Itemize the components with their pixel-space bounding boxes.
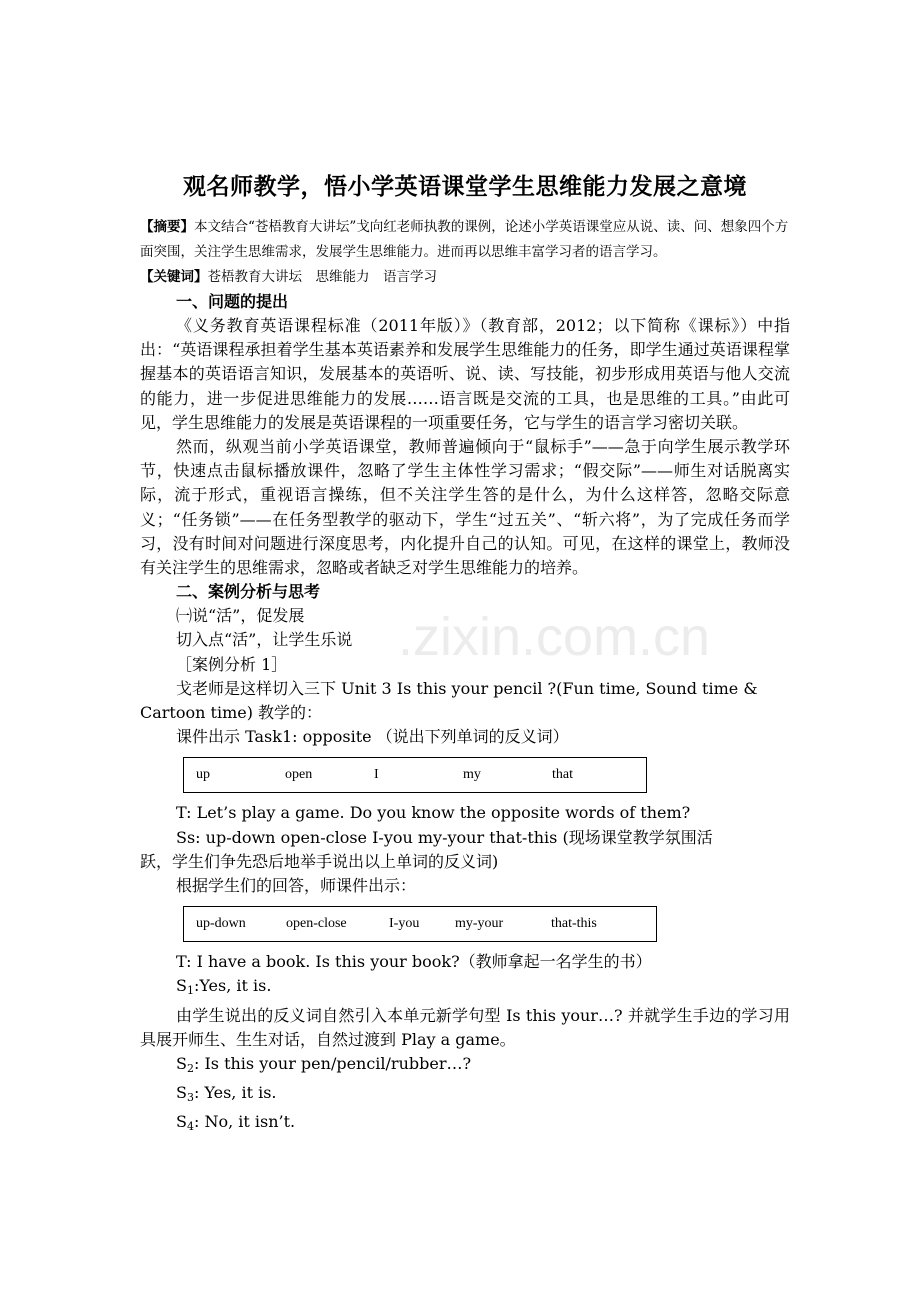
word-cell: that [552, 767, 573, 783]
teacher-line-2: T: I have a book. Is this your book?（教师拿起一名学生的书） [176, 952, 652, 972]
case-intro: 戈老师是这样切入三下 Unit 3 Is this your pencil ?(Fun time, Sound time & [176, 678, 758, 698]
word-cell: I [374, 767, 379, 783]
subscript: 2 [186, 1062, 194, 1076]
pair-cell: open-close [286, 916, 347, 932]
keywords-text: 苍梧教育大讲坛 思维能力 语言学习 [207, 269, 437, 285]
student-4-text: : No, it isn’t. [193, 1112, 296, 1132]
pair-cell: up-down [196, 916, 246, 932]
word-cell: open [285, 767, 313, 783]
subscript: 4 [186, 1120, 194, 1134]
word-cell: my [463, 767, 481, 783]
keywords-label: 【关键词】 [140, 269, 208, 285]
abstract-label: 【摘要】 [140, 219, 194, 235]
students-line: Ss: up-down open-close I-you my-your that-this (现场课堂教学氛围活 [176, 827, 713, 847]
abstract-text: 本文结合“苍梧教育大讲坛”戈向红老师执教的课例，论述小学英语课堂应从说、读、问、想象四个方面突围，关注学生思维需求，发展学生思维能力。进而再以思维丰富学习者的语言学习。 [140, 219, 789, 260]
word-box-2 [183, 906, 657, 942]
document-page [140, 168, 790, 1140]
subscript: 1 [186, 984, 194, 998]
teacher-line-1: T: Let’s play a game. Do you know the opposite words of them? [176, 803, 691, 823]
student-3-line: $S_3$: Yes, it is. [176, 1083, 277, 1105]
abstract [140, 215, 790, 265]
case-intro-cont: Cartoon time) 教学的： [140, 703, 323, 723]
section1-paragraph-2: 然而，纵观当前小学英语课堂，教师普遍倾向于“鼠标手”——急于向学生展示教学环节，快速点击鼠标播放课件，忽略了学生主体性学习需求；“假交际”——师生对话脱离实际，流于形式，重视语言操练，但不关注学生答的是什么，为什么这样答，忽略交际意义；“任务锁”——在任务型教学的驱动下，学生“过五关”、“斩六将”，为了完成任务而学习，没有时间对问题进行深度思考，内化提升自己的认知。可见，在这样的课堂上，教师没有关注学生的思维需求，忽略或者缺乏对学生思维能力的培养。 [140, 437, 790, 578]
document-title: 观名师教学，悟小学英语课堂学生思维能力发展之意境 [183, 173, 747, 200]
show-line: 根据学生们的回答，师课件出示： [176, 876, 417, 896]
section1-paragraph-1: 《义务教育英语课程标准（2011年版）》（教育部，2012；以下简称《课标》）中指出：“英语课程承担着学生基本英语素养和发展学生思维能力的任务，即学生通过英语课程掌握基本的英语语言知识，发展基本的英语听、说、读、写技能，初步形成用英语与他人交流的能力，进一步促进思维能力的发展……语言既是交流的工具，也是思维的工具。”由此可见，学生思维能力的发展是英语课程的一项重要任务，它与学生的语言学习密切关联。 [140, 316, 790, 432]
pair-cell: my-your [455, 916, 504, 932]
pair-cell: that-this [551, 916, 597, 932]
student-2-line: $S_2$: Is this your pen/pencil/rubber…? [176, 1054, 472, 1076]
word-cell: up [196, 767, 210, 783]
subsection-subheading: 切入点“活”，让学生乐说 [176, 630, 353, 650]
word-box-1 [183, 757, 647, 793]
keywords [140, 265, 790, 290]
students-line-cont: 跃，学生们争先恐后地举手说出以上单词的反义词) [140, 851, 499, 871]
student-1-line: $S_1:Yes$, it is. [176, 976, 272, 998]
task-line: 课件出示 Task1: opposite （说出下列单词的反义词） [176, 727, 569, 747]
subsection-heading: ㈠说“活”，促发展 [176, 606, 305, 626]
case-label: ［案例分析 1］ [176, 654, 288, 674]
section2-heading: 二、案例分析与思考 [176, 582, 321, 602]
section2-paragraph: 由学生说出的反义词自然引入本单元新学句型 Is this your…? 并就学生手边的学习用具展开师生、生生对话，自然过渡到 Play a game。 [140, 1005, 790, 1049]
section1-heading: 一、问题的提出 [176, 292, 289, 311]
student-4-line: $S_4$: No, it isn’t. [176, 1112, 296, 1134]
student-2-text: : Is this your pen/pencil/rubber…? [193, 1054, 472, 1074]
watermark: .zixin.com.cn [398, 607, 711, 667]
pair-cell: I-you [389, 916, 420, 932]
subscript: 3 [186, 1091, 194, 1105]
student-1-text: :Yes, it is. [193, 976, 272, 996]
student-3-text: : Yes, it is. [193, 1083, 277, 1103]
